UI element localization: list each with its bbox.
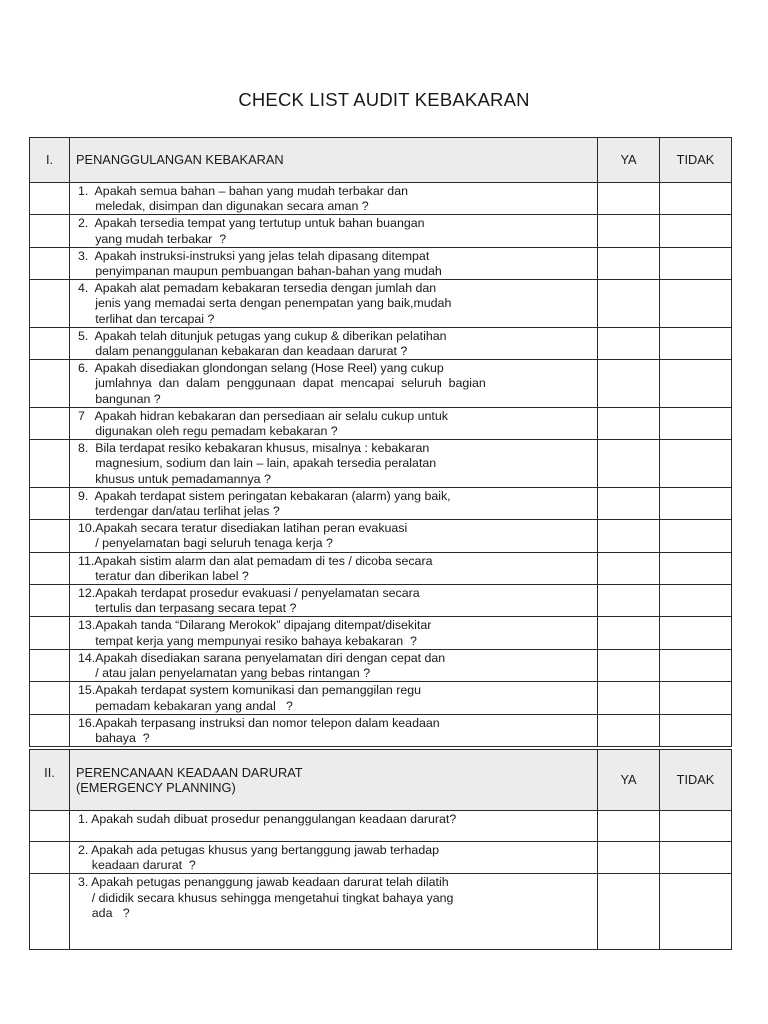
- tidak-checkbox-cell[interactable]: [660, 811, 732, 842]
- question-text: 3. Apakah instruksi-instruksi yang jelas telah dipasang ditempat penyimpanan maupun pembuangan bahan-bahan yang mudah: [78, 248, 442, 279]
- ya-checkbox-cell[interactable]: [598, 649, 660, 681]
- section-number: I.: [30, 138, 70, 183]
- number-cell: [30, 874, 70, 950]
- checklist-row: [30, 585, 732, 617]
- tidak-checkbox-cell[interactable]: [660, 649, 732, 681]
- number-cell: [30, 617, 70, 649]
- checklist-row: [30, 247, 732, 279]
- number-cell: [30, 682, 70, 714]
- question-text: 7 Apakah hidran kebakaran dan persediaan air selalu cukup untuk digunakan oleh regu pemadam kebakaran ?: [78, 408, 448, 439]
- number-cell: [30, 520, 70, 552]
- ya-checkbox-cell[interactable]: [598, 585, 660, 617]
- column-header-ya: YA: [598, 750, 660, 811]
- ya-checkbox-cell[interactable]: [598, 617, 660, 649]
- tidak-checkbox-cell[interactable]: [660, 247, 732, 279]
- ya-checkbox-cell[interactable]: [598, 874, 660, 950]
- number-cell: [30, 440, 70, 488]
- section-header-row: [30, 750, 732, 811]
- checklist-row: [30, 842, 732, 874]
- checklist-table-penanggulangan: [29, 137, 732, 747]
- ya-checkbox-cell[interactable]: [598, 360, 660, 408]
- column-header-tidak: TIDAK: [660, 750, 732, 811]
- ya-checkbox-cell[interactable]: [598, 682, 660, 714]
- tidak-checkbox-cell[interactable]: [660, 842, 732, 874]
- ya-checkbox-cell[interactable]: [598, 247, 660, 279]
- tidak-checkbox-cell[interactable]: [660, 617, 732, 649]
- ya-checkbox-cell[interactable]: [598, 407, 660, 439]
- number-cell: [30, 183, 70, 215]
- tidak-checkbox-cell[interactable]: [660, 215, 732, 247]
- section-number: II.: [30, 750, 70, 811]
- number-cell: [30, 327, 70, 359]
- section-title: PERENCANAAN KEADAAN DARURAT (EMERGENCY PLANNING): [76, 765, 303, 796]
- number-cell: [30, 280, 70, 328]
- ya-checkbox-cell[interactable]: [598, 183, 660, 215]
- question-text: 2. Apakah tersedia tempat yang tertutup untuk bahan buangan yang mudah terbakar ?: [78, 216, 425, 246]
- checklist-row: [30, 487, 732, 519]
- question-text: 2. Apakah ada petugas khusus yang bertanggung jawab terhadap keadaan darurat ?: [78, 843, 439, 873]
- question-text: 4. Apakah alat pemadam kebakaran tersedia dengan jumlah dan jenis yang memadai serta dengan penempatan yang baik,mudah terlihat dan tercapai ?: [78, 281, 452, 326]
- checklist-row: [30, 811, 732, 842]
- tidak-checkbox-cell[interactable]: [660, 407, 732, 439]
- checklist-row: [30, 360, 732, 408]
- ya-checkbox-cell[interactable]: [598, 487, 660, 519]
- question-text: 14.Apakah disediakan sarana penyelamatan diri dengan cepat dan / atau jalan penyelamatan yang bebas rintangan ?: [78, 650, 446, 681]
- checklist-row: [30, 280, 732, 328]
- question-text: 6. Apakah disediakan glondongan selang (Hose Reel) yang cukup jumlahnya dan dalam penggunaan dapat mencapai seluruh bagian bangunan ?: [78, 361, 486, 406]
- ya-checkbox-cell[interactable]: [598, 327, 660, 359]
- tidak-checkbox-cell[interactable]: [660, 874, 732, 950]
- number-cell: [30, 360, 70, 408]
- number-cell: [30, 487, 70, 519]
- question-text: 13.Apakah tanda “Dilarang Merokok” dipajang ditempat/disekitar tempat kerja yang mempunyai resiko bahaya kebakaran ?: [78, 618, 432, 648]
- tidak-checkbox-cell[interactable]: [660, 552, 732, 584]
- number-cell: [30, 215, 70, 247]
- tidak-checkbox-cell[interactable]: [660, 682, 732, 714]
- ya-checkbox-cell[interactable]: [598, 842, 660, 874]
- tidak-checkbox-cell[interactable]: [660, 585, 732, 617]
- tidak-checkbox-cell[interactable]: [660, 714, 732, 746]
- question-text: 9. Apakah terdapat sistem peringatan kebakaran (alarm) yang baik, terdengar dan/atau terlihat jelas ?: [78, 488, 451, 519]
- tidak-checkbox-cell[interactable]: [660, 183, 732, 215]
- number-cell: [30, 649, 70, 681]
- question-text: 1. Apakah sudah dibuat prosedur penanggulangan keadaan darurat?: [78, 812, 457, 826]
- checklist-row: [30, 649, 732, 681]
- question-text: 15.Apakah terdapat system komunikasi dan pemanggilan regu pemadam kebakaran yang andal ?: [78, 683, 422, 713]
- tidak-checkbox-cell[interactable]: [660, 280, 732, 328]
- checklist-row: [30, 407, 732, 439]
- checklist-row: [30, 617, 732, 649]
- question-text: 3. Apakah petugas penanggung jawab keadaan darurat telah dilatih / dididik secara khusus sehingga mengetahui tingkat bahaya yang ada ?: [78, 875, 454, 920]
- ya-checkbox-cell[interactable]: [598, 520, 660, 552]
- column-header-ya: YA: [598, 138, 660, 183]
- ya-checkbox-cell[interactable]: [598, 552, 660, 584]
- number-cell: [30, 407, 70, 439]
- ya-checkbox-cell[interactable]: [598, 440, 660, 488]
- ya-checkbox-cell[interactable]: [598, 280, 660, 328]
- ya-checkbox-cell[interactable]: [598, 714, 660, 746]
- question-text: 1. Apakah semua bahan – bahan yang mudah terbakar dan meledak, disimpan dan digunakan secara aman ?: [78, 184, 408, 214]
- question-text: 16.Apakah terpasang instruksi dan nomor telepon dalam keadaan bahaya ?: [78, 715, 440, 745]
- tidak-checkbox-cell[interactable]: [660, 487, 732, 519]
- section-title: PENANGGULANGAN KEBAKARAN: [76, 152, 284, 168]
- number-cell: [30, 811, 70, 842]
- number-cell: [30, 842, 70, 874]
- checklist-row: [30, 440, 732, 488]
- number-cell: [30, 714, 70, 746]
- checklist-row: [30, 215, 732, 247]
- question-text: 8. Bila terdapat resiko kebakaran khusus, misalnya : kebakaran magnesium, sodium dan lain – lain, apakah tersedia peralatan khusus untuk pemadamannya ?: [78, 441, 437, 486]
- checklist-row: [30, 327, 732, 359]
- checklist-table-perencanaan: [29, 749, 732, 950]
- section-header-row: [30, 138, 732, 183]
- tidak-checkbox-cell[interactable]: [660, 440, 732, 488]
- question-text: 12.Apakah terdapat prosedur evakuasi / penyelamatan secara tertulis dan terpasang secara tepat ?: [78, 586, 420, 616]
- ya-checkbox-cell[interactable]: [598, 811, 660, 842]
- question-text: 11.Apakah sistim alarm dan alat pemadam di tes / dicoba secara teratur dan diberikan label ?: [78, 553, 433, 583]
- question-text: 5. Apakah telah ditunjuk petugas yang cukup & diberikan pelatihan dalam penanggulanan kebakaran dan keadaan darurat ?: [78, 328, 447, 359]
- checklist-row: [30, 682, 732, 714]
- number-cell: [30, 247, 70, 279]
- number-cell: [30, 552, 70, 584]
- ya-checkbox-cell[interactable]: [598, 215, 660, 247]
- tidak-checkbox-cell[interactable]: [660, 360, 732, 408]
- tidak-checkbox-cell[interactable]: [660, 327, 732, 359]
- checklist-row: [30, 552, 732, 584]
- checklist-row: [30, 520, 732, 552]
- checklist-row: [30, 874, 732, 950]
- checklist-row: [30, 714, 732, 746]
- question-text: 10.Apakah secara teratur disediakan latihan peran evakuasi / penyelamatan bagi seluruh tenaga kerja ?: [78, 521, 408, 551]
- column-header-tidak: TIDAK: [660, 138, 732, 183]
- checklist-row: [30, 183, 732, 215]
- page-title: CHECK LIST AUDIT KEBAKARAN: [238, 89, 530, 110]
- number-cell: [30, 585, 70, 617]
- tidak-checkbox-cell[interactable]: [660, 520, 732, 552]
